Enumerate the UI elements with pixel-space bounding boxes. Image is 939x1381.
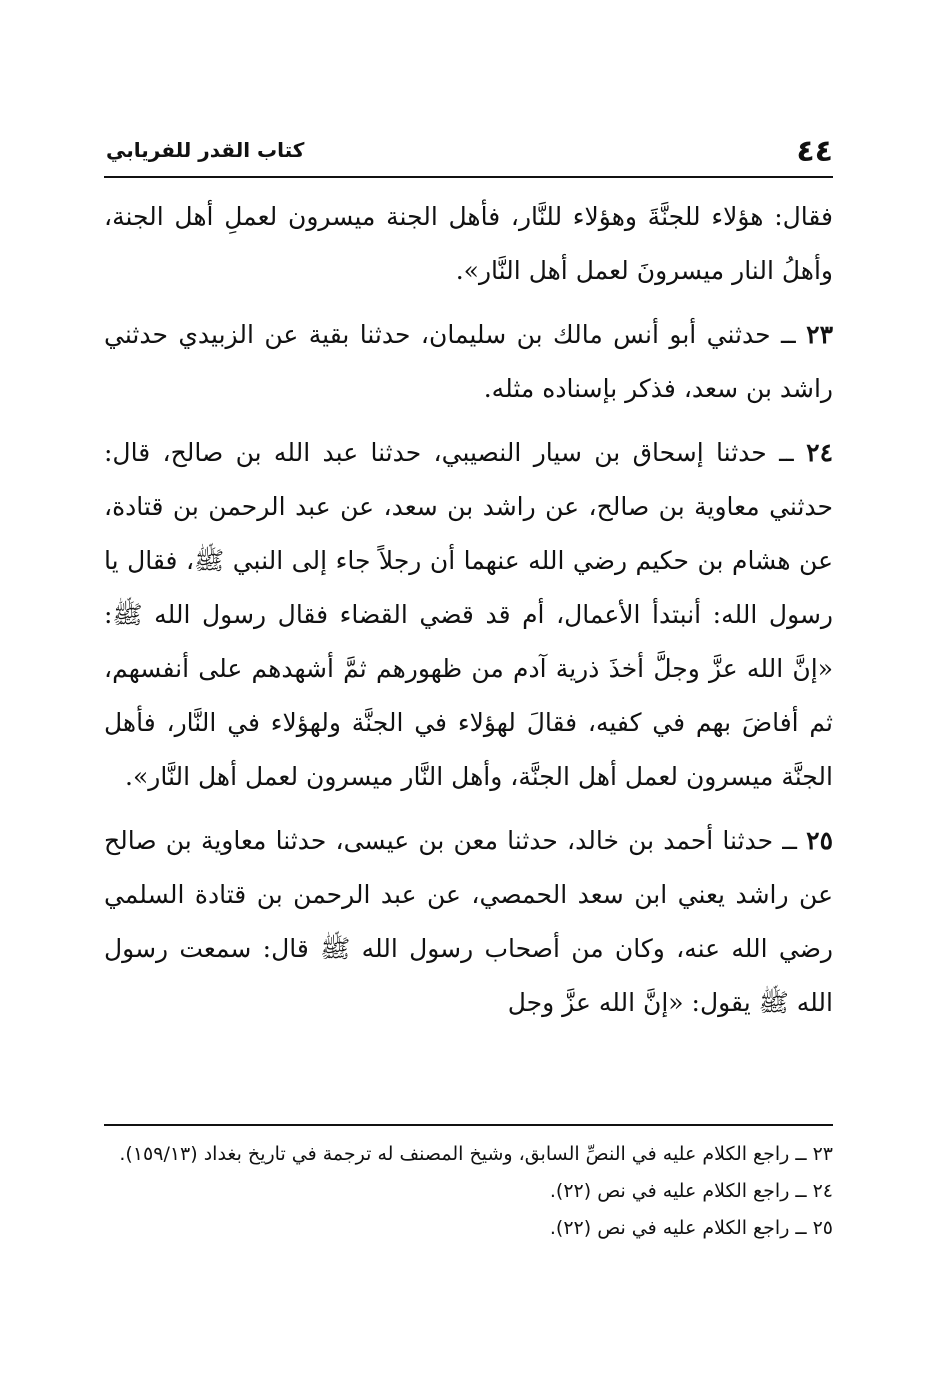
hadith-23 [104, 308, 833, 416]
hadith-24 [104, 426, 833, 804]
footnote-23: ٢٣ ــ راجع الكلام عليه في النصِّ السابق، وشيخ المصنف له ترجمة في تاريخ بغداد (١٥٩/١٣). [119, 1143, 833, 1165]
page-number: ٤٤ [796, 134, 833, 169]
hadith-text: ــ حدثنا أحمد بن خالد، حدثنا معن بن عيسى، حدثنا معاوية بن صالح عن راشد يعني ابن سعد الحمصي، عن عبد الرحمن بن قتادة السلمي رضي الله عنه، وكان من أصحاب رسول الله ﷺ قال: سمعت رسول الله ﷺ يقول: «إنَّ الله عزَّ وجل [104, 826, 833, 1017]
main-text [104, 190, 833, 1030]
footnotes [104, 1124, 833, 1247]
hadith-text: ــ حدثني أبو أنس مالك بن سليمان، حدثنا بقية عن الزبيدي حدثني راشد بن سعد، فذكر بإسناده مثله. [104, 320, 833, 403]
book-page [104, 128, 833, 1030]
footnote-25: ٢٥ ــ راجع الكلام عليه في نص (٢٢). [549, 1217, 833, 1239]
hadith-25 [104, 814, 833, 1030]
page-header [104, 128, 833, 178]
hadith-number: ٢٤ [806, 438, 833, 467]
hadith-text: ــ حدثنا إسحاق بن سيار النصيبي، حدثنا عبد الله بن صالح، قال: حدثني معاوية بن صالح، عن راشد بن سعد، عن عبد الرحمن بن قتادة، عن هشام بن حكيم رضي الله عنهما أن رجلاً جاء إلى النبي ﷺ، فقال يا رسول الله: أنبتدأ الأعمال، أم قد قضي القضاء فقال رسول الله ﷺ: «إنَّ الله عزَّ وجلَّ أخذَ ذرية آدم من ظهورهم ثمَّ أشهدهم على أنفسهم، ثم أفاضَ بهم في كفيه، فقالَ لهؤلاء في الجنَّة ولهؤلاء في النَّار، فأهل الجنَّة ميسرون لعمل أهل الجنَّة، وأهل النَّار ميسرون لعمل أهل النَّار». [104, 438, 833, 791]
book-title: كتاب القدر للفريابي [106, 138, 305, 162]
paragraph-continuation: فقال: هؤلاء للجنَّةَ وهؤلاء للنَّار، فأهل الجنة ميسرون لعملِ أهل الجنة، وأهلُ النار ميسرونَ لعمل أهل النَّار». [104, 202, 833, 285]
hadith-number: ٢٥ [806, 826, 833, 855]
footnote-24: ٢٤ ــ راجع الكلام عليه في نص (٢٢). [549, 1180, 833, 1202]
hadith-number: ٢٣ [806, 320, 833, 349]
